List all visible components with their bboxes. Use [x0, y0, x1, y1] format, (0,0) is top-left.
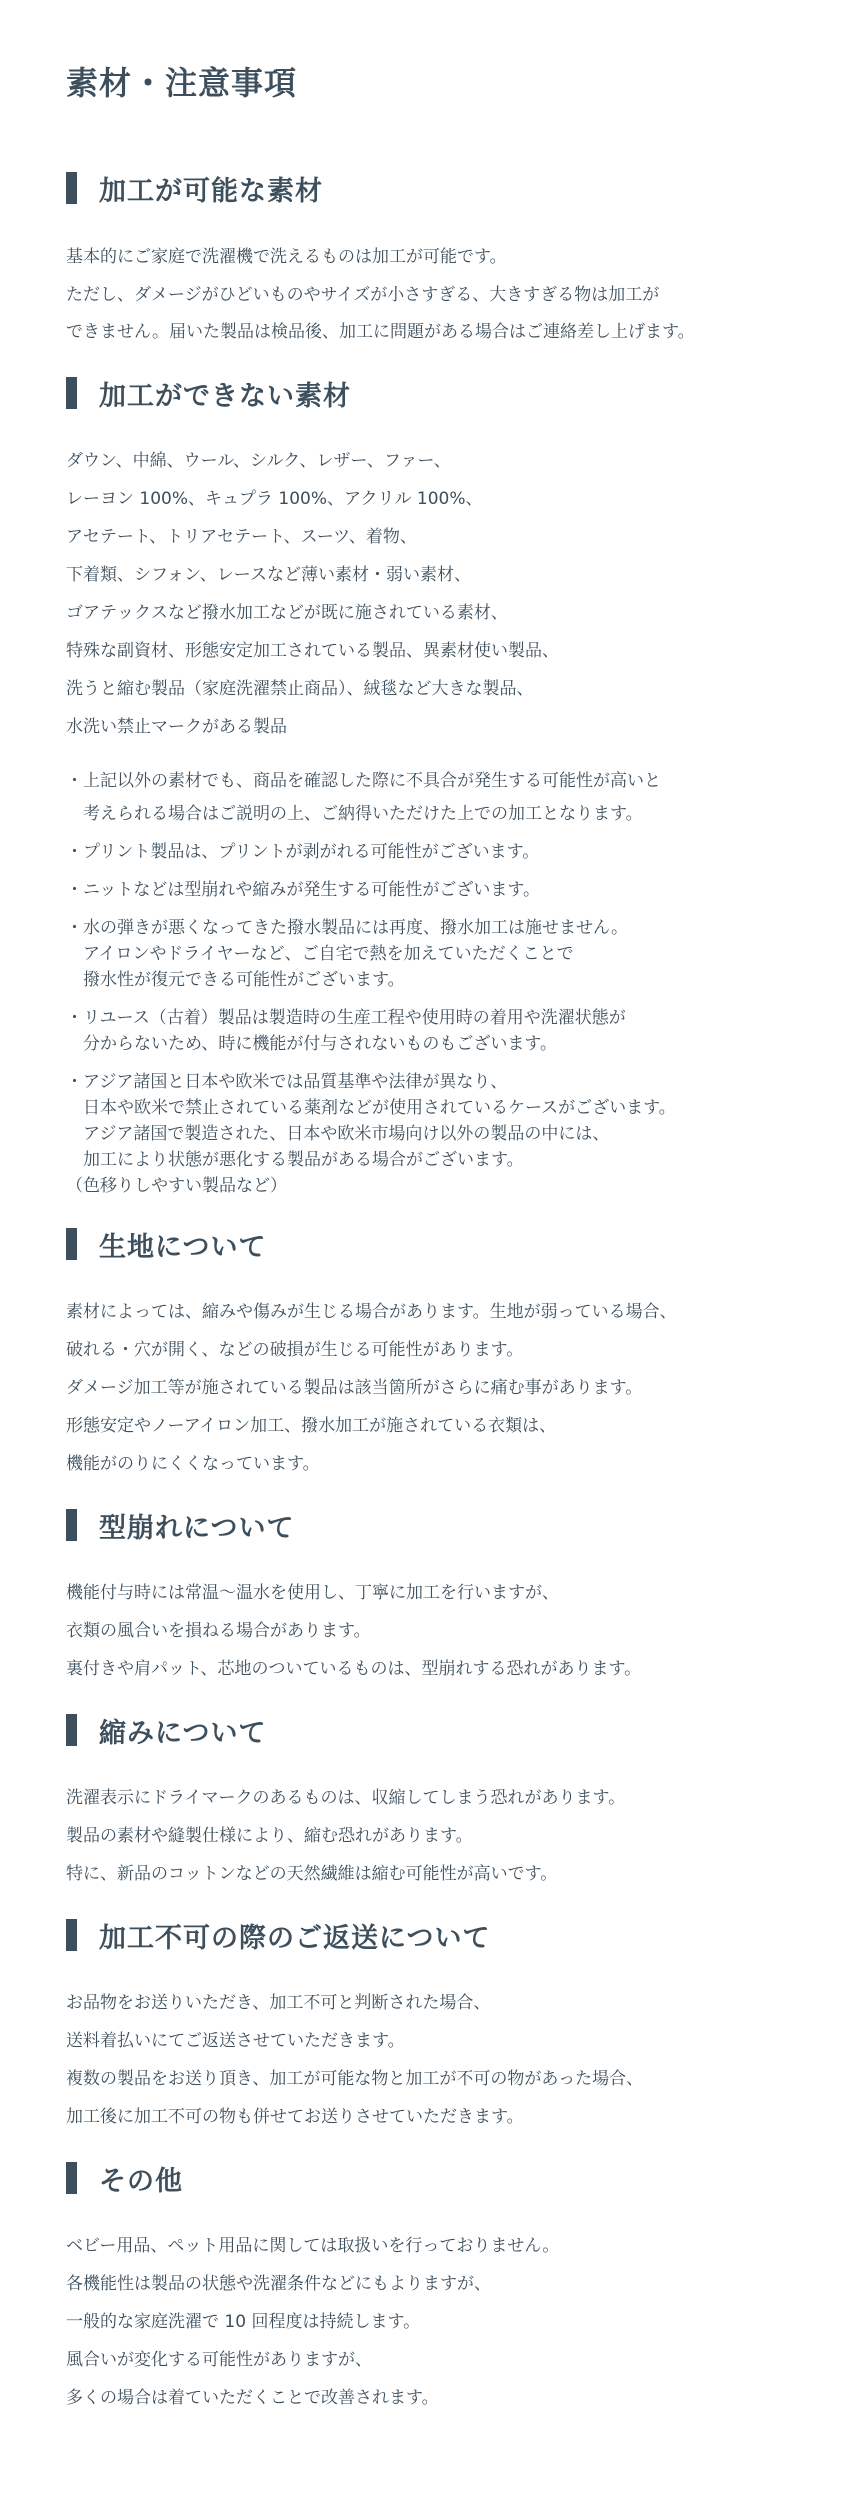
- paragraph-line: 送料着払いにてご返送させていただきます。: [66, 2031, 405, 2051]
- paragraph-line: 風合いが変化する可能性がありますが、: [66, 2350, 372, 2370]
- paragraph-line: 素材によっては、縮みや傷みが生じる場合があります。生地が弱っている場合、: [66, 1302, 677, 1322]
- heading-bar: [66, 377, 77, 409]
- material-line: 水洗い禁止マークがある製品: [66, 717, 287, 737]
- heading-bar: [66, 1919, 77, 1951]
- heading-bar: [66, 1509, 77, 1541]
- heading-bar: [66, 1228, 77, 1260]
- paragraph-line: お品物をお送りいただき、加工不可と判断された場合、: [66, 1993, 491, 2013]
- paragraph-line: 形態安定やノーアイロン加工、撥水加工が施されている衣類は、: [66, 1416, 557, 1436]
- material-line: レーヨン 100%、キュプラ 100%、アクリル 100%、: [66, 489, 483, 509]
- paragraph-line: 製品の素材や縫製仕様により、縮む恐れがあります。: [66, 1826, 473, 1846]
- section-heading-text: 加工が可能な素材: [99, 175, 323, 207]
- heading-bar: [66, 172, 77, 204]
- note-line: アイロンやドライヤーなど、ご自宅で熱を加えていただくことで: [66, 944, 574, 964]
- material-line: ゴアテックスなど撥水加工などが既に施されている素材、: [66, 603, 508, 623]
- paragraph-line: ただし、ダメージがひどいものやサイズが小さすぎる、大きすぎる物は加工が: [66, 285, 660, 305]
- paragraph-line: 洗濯表示にドライマークのあるものは、収縮してしまう恐れがあります。: [66, 1788, 626, 1808]
- section-heading-shape-loss: [66, 1508, 294, 1542]
- paragraph-line: 多くの場合は着ていただくことで改善されます。: [66, 2388, 439, 2408]
- section-heading-text: 加工不可の際のご返送について: [99, 1922, 491, 1954]
- note-line: アジア諸国で製造された、日本や欧米市場向け以外の製品の中には、: [66, 1124, 610, 1144]
- paragraph-line: 特に、新品のコットンなどの天然繊維は縮む可能性が高いです。: [66, 1864, 558, 1884]
- section-heading-text: 型崩れについて: [99, 1512, 295, 1544]
- note-line: ・水の弾きが悪くなってきた撥水製品には再度、撥水加工は施せません。: [66, 918, 629, 938]
- paragraph-line: 裏付きや肩パット、芯地のついているものは、型崩れする恐れがあります。: [66, 1659, 642, 1679]
- note-line: ・上記以外の素材でも、商品を確認した際に不具合が発生する可能性が高いと: [66, 771, 661, 791]
- section-heading-text: 生地について: [99, 1231, 267, 1263]
- paragraph-line: 破れる・穴が開く、などの破損が生じる可能性があります。: [66, 1340, 524, 1360]
- section-heading-return: [66, 1918, 490, 1952]
- paragraph-line: 一般的な家庭洗濯で 10 回程度は持続します。: [66, 2312, 421, 2332]
- note-line: ・プリント製品は、プリントが剥がれる可能性がございます。: [66, 842, 540, 862]
- note-line: 分からないため、時に機能が付与されないものもございます。: [66, 1034, 557, 1054]
- paragraph-line: ベビー用品、ペット用品に関しては取扱いを行っておりません。: [66, 2236, 560, 2256]
- heading-bar: [66, 2162, 77, 2194]
- section-heading-other: [66, 2161, 183, 2195]
- material-line: ダウン、中綿、ウール、シルク、レザー、ファー、: [66, 451, 451, 471]
- section-heading-unprocessable: [66, 376, 351, 410]
- note-line: （色移りしやすい製品など）: [66, 1176, 287, 1196]
- material-line: 特殊な副資材、形態安定加工されている製品、異素材使い製品、: [66, 641, 559, 661]
- material-line: アセテート、トリアセテート、スーツ、着物、: [66, 527, 417, 547]
- section-heading-text: 加工ができない素材: [99, 380, 351, 412]
- note-line: 日本や欧米で禁止されている薬剤などが使用されているケースがございます。: [66, 1098, 676, 1118]
- material-line: 洗うと縮む製品（家庭洗濯禁止商品）、絨毯など大きな製品、: [66, 679, 534, 699]
- section-heading-shrinkage: [66, 1713, 266, 1747]
- note-line: 加工により状態が悪化する製品がある場合がございます。: [66, 1150, 524, 1170]
- section-heading-processable: [66, 171, 323, 205]
- section-heading-text: その他: [99, 2165, 183, 2197]
- note-line: 考えられる場合はご説明の上、ご納得いただけた上での加工となります。: [66, 804, 643, 824]
- paragraph-line: ダメージ加工等が施されている製品は該当箇所がさらに痛む事があります。: [66, 1378, 643, 1398]
- material-line: 下着類、シフォン、レースなど薄い素材・弱い素材、: [66, 565, 471, 585]
- paragraph-line: 加工後に加工不可の物も併せてお送りさせていただきます。: [66, 2107, 524, 2127]
- note-line: 撥水性が復元できる可能性がございます。: [66, 970, 405, 990]
- paragraph-line: 各機能性は製品の状態や洗濯条件などにもよりますが、: [66, 2274, 491, 2294]
- paragraph-line: 機能がのりにくくなっています。: [66, 1454, 320, 1474]
- paragraph-line: 機能付与時には常温〜温水を使用し、丁寧に加工を行いますが、: [66, 1583, 559, 1603]
- section-heading-text: 縮みについて: [99, 1717, 267, 1749]
- paragraph-line: 衣類の風合いを損ねる場合があります。: [66, 1621, 371, 1641]
- page-title: 素材・注意事項: [66, 64, 298, 102]
- note-line: ・リユース（古着）製品は製造時の生産工程や使用時の着用や洗濯状態が: [66, 1008, 626, 1028]
- paragraph-line: 複数の製品をお送り頂き、加工が可能な物と加工が不可の物があった場合、: [66, 2069, 644, 2089]
- section-heading-fabric: [66, 1227, 266, 1261]
- paragraph-line: 基本的にご家庭で洗濯機で洗えるものは加工が可能です。: [66, 247, 507, 267]
- paragraph-line: できません。届いた製品は検品後、加工に問題がある場合はご連絡差し上げます。: [66, 322, 695, 342]
- heading-bar: [66, 1714, 77, 1746]
- note-line: ・アジア諸国と日本や欧米では品質基準や法律が異なり、: [66, 1072, 508, 1092]
- note-line: ・ニットなどは型崩れや縮みが発生する可能性がございます。: [66, 880, 540, 900]
